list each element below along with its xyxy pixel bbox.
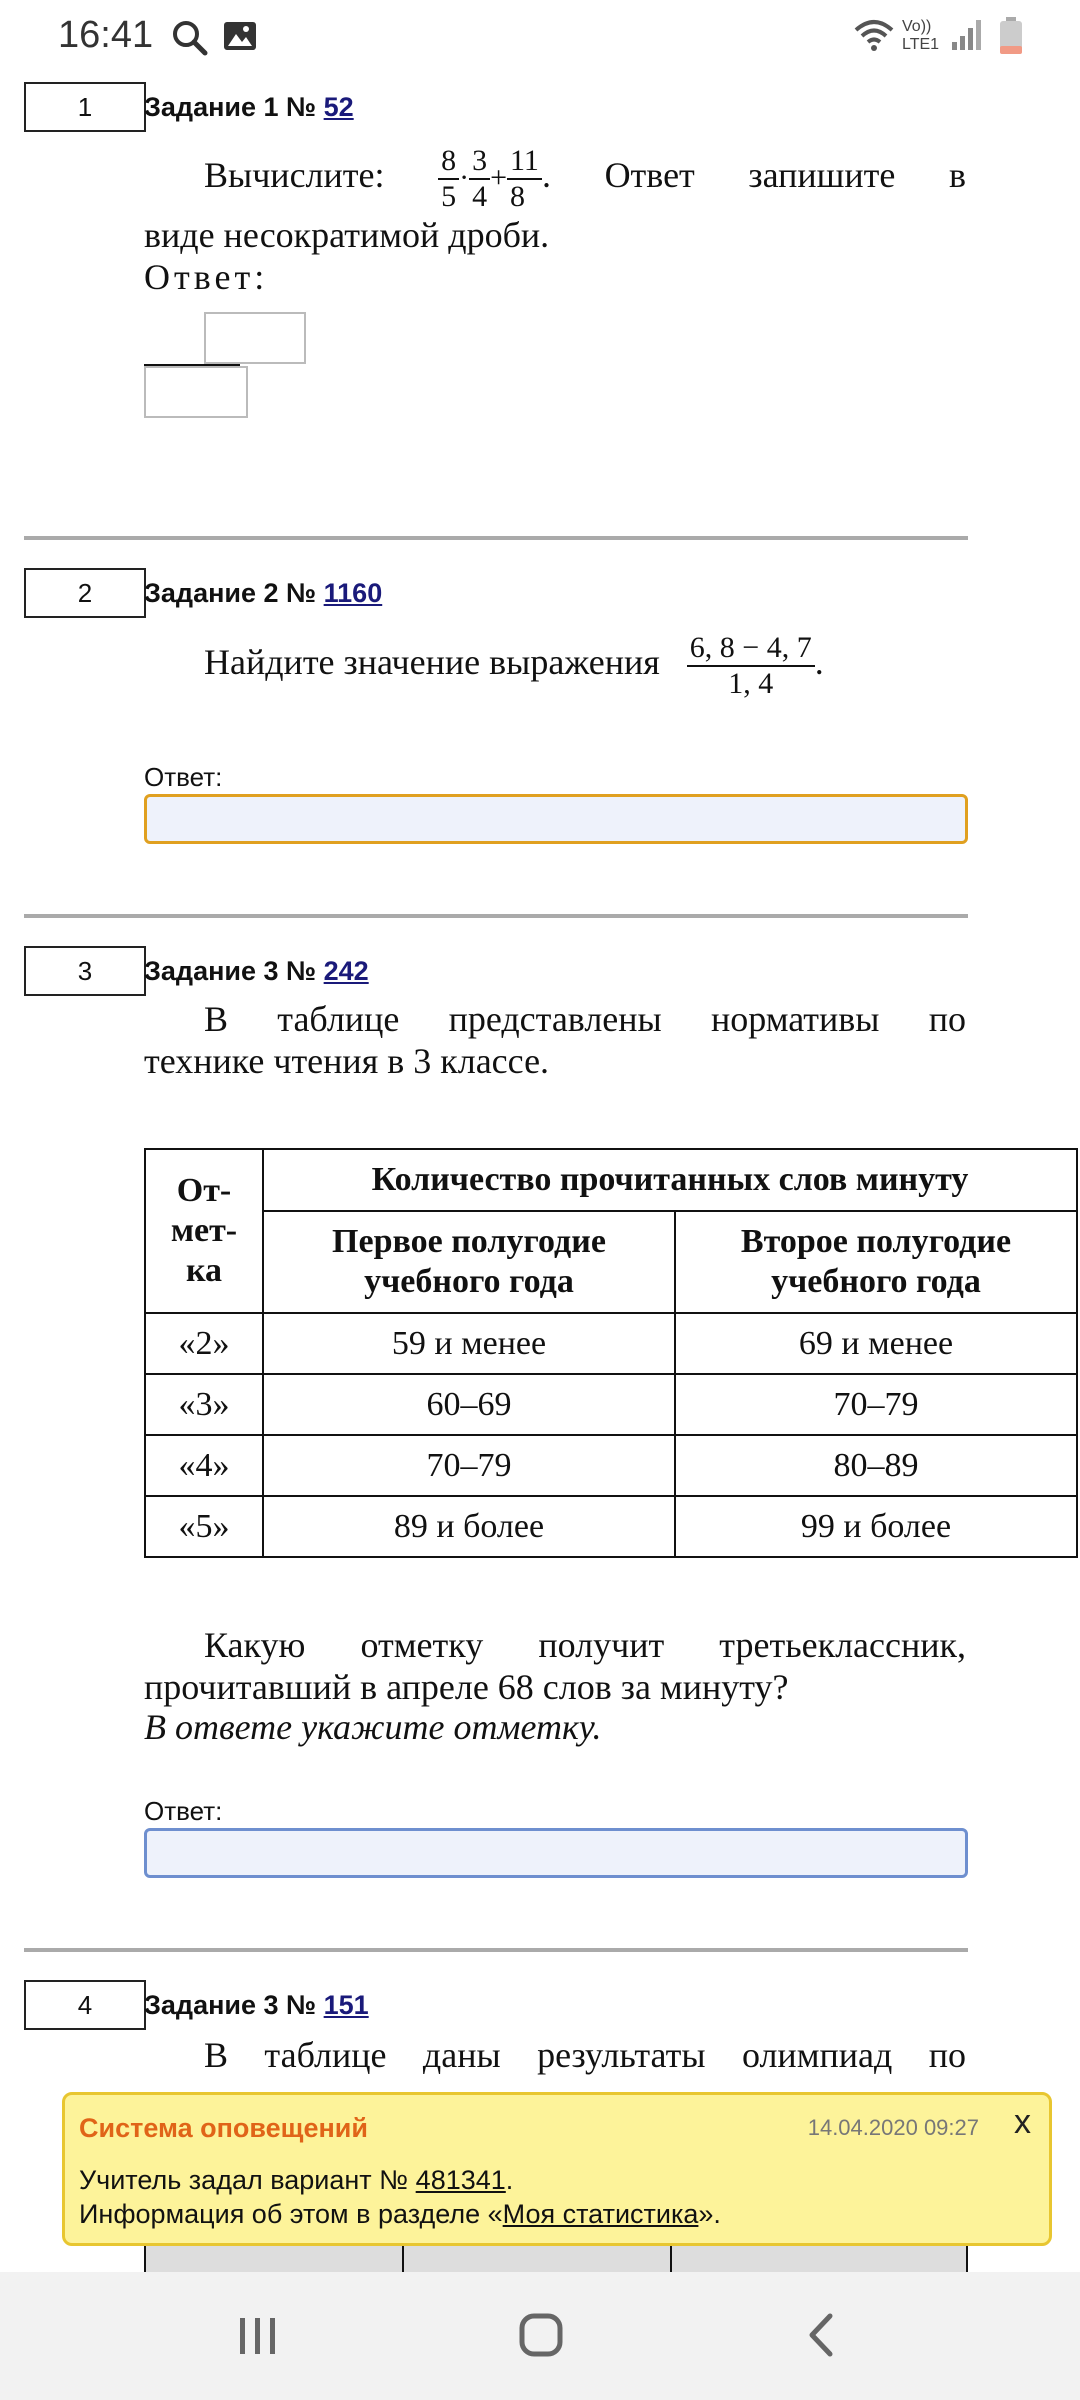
home-icon[interactable] — [518, 2312, 564, 2363]
denominator-input[interactable] — [144, 366, 248, 418]
separator — [24, 1948, 968, 1952]
task-number-2: 2 — [24, 568, 146, 618]
navigation-bar — [0, 2272, 1080, 2400]
task-4-table — [144, 2244, 968, 2272]
task-number-1: 1 — [24, 82, 146, 132]
table-header-col2: Второе полугодие учебного года — [675, 1211, 1077, 1313]
table-header-grade: От- мет- ка — [145, 1149, 263, 1313]
answer-input-2[interactable] — [144, 794, 968, 844]
table-row: «4» 70–79 80–89 — [145, 1435, 1077, 1496]
answer-label-3: Ответ: — [144, 1796, 223, 1826]
task-3-question-line1: Какую отметку получит третьеклассник, — [204, 1625, 966, 1665]
task-1-text-line2: виде несократимой дроби. — [144, 215, 550, 255]
answer-label-1: Ответ: — [144, 257, 269, 297]
separator — [24, 914, 968, 918]
task-2-text: Найдите значение выражения $\frac{6, 8 - 4, 7}{1, 4}$ . — [204, 630, 824, 700]
task-4-intro-line1: В таблице даны результаты олимпиад по — [204, 2035, 966, 2075]
notification-line1: Учитель задал вариант № 481341. — [79, 2165, 514, 2195]
table-header-col1: Первое полугодие учебного года — [263, 1211, 675, 1313]
task-link-2[interactable]: 1160 — [323, 578, 383, 608]
task-title-3: Задание 3 № 242 — [144, 956, 369, 986]
answer-input-3[interactable] — [144, 1828, 968, 1878]
search-icon — [170, 18, 210, 63]
status-bar — [0, 0, 1080, 76]
task-3-intro-line2: технике чтения в 3 классе. — [144, 1041, 550, 1081]
task-title-4: Задание 3 № 151 — [144, 1990, 369, 2020]
task-number-3: 3 — [24, 946, 146, 996]
task-1-text-line1: Вычислите: $\frac{8}{5}$ · $\frac{3}{4}$ + $\frac{11}{8}$ . Ответ запишите в — [204, 143, 966, 213]
fraction-8-5: $\frac{8}{5}$ — [438, 144, 459, 214]
variant-link[interactable]: 481341 — [415, 2165, 506, 2195]
network-label: Vo)) LTE1 — [902, 18, 940, 53]
fraction-3-4: $\frac{3}{4}$ — [469, 144, 490, 214]
gallery-icon — [222, 18, 258, 59]
task-title-2: Задание 2 № 1160 — [144, 578, 383, 608]
task-3-intro-line1: В таблице представлены нормативы по — [204, 999, 966, 1039]
battery-icon — [998, 16, 1024, 61]
table-row: «5» 89 и более 99 и более — [145, 1496, 1077, 1557]
close-button[interactable]: x — [1014, 2103, 1031, 2141]
notification-line2: Информация об этом в разделе «Моя статистика». — [79, 2199, 721, 2229]
notification-banner — [62, 2092, 1052, 2246]
fraction-11-8: $\frac{11}{8}$ — [507, 144, 542, 214]
table-row: «2» 59 и менее 69 и менее — [145, 1313, 1077, 1374]
task-link-3[interactable]: 242 — [323, 956, 369, 986]
notification-title: Система оповещений — [79, 2113, 368, 2143]
expression-fraction: $\frac{6, 8 - 4, 7}{1, 4}$ — [687, 631, 815, 701]
wifi-icon — [852, 16, 896, 61]
back-icon[interactable] — [804, 2312, 840, 2363]
table-header-group: Количество прочитанных слов минуту — [263, 1149, 1077, 1211]
clock: 16:41 — [58, 14, 154, 56]
separator — [24, 536, 968, 540]
task-title-1: Задание 1 № 52 — [144, 92, 354, 122]
task-link-1[interactable]: 52 — [323, 92, 354, 122]
notification-date: 14.04.2020 09:27 — [807, 2115, 979, 2140]
numerator-input[interactable] — [204, 312, 306, 364]
task-number-4: 4 — [24, 1980, 146, 2030]
task-3-question-line2: прочитавший в апреле 68 слов за минуту? — [144, 1667, 789, 1707]
answer-label-2: Ответ: — [144, 762, 223, 792]
task-link-4[interactable]: 151 — [323, 1990, 369, 2020]
my-stats-link[interactable]: Моя статистика — [502, 2199, 699, 2229]
recent-apps-icon[interactable] — [236, 2314, 280, 2363]
task-3-instruction: В ответе укажите отметку. — [144, 1707, 602, 1747]
norms-table — [144, 1148, 1078, 1558]
signal-icon — [950, 16, 984, 57]
table-row: «3» 60–69 70–79 — [145, 1374, 1077, 1435]
